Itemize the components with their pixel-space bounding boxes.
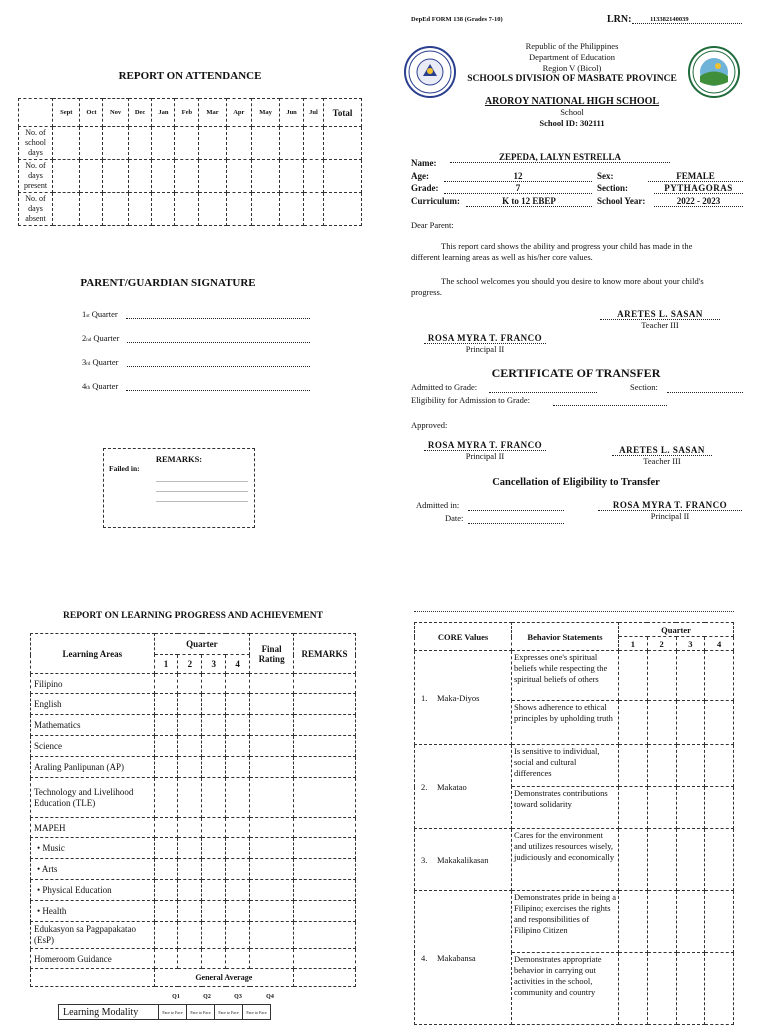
- eligibility-field[interactable]: [553, 397, 667, 406]
- approved-label: Approved:: [411, 420, 448, 430]
- curriculum-value: K to 12 EBEP: [466, 196, 592, 207]
- school-year-label: School Year:: [597, 196, 646, 206]
- quarter-num: 3: [82, 357, 87, 367]
- quarter-signature-4[interactable]: [82, 381, 310, 391]
- letter-greeting: Dear Parent:: [411, 220, 454, 230]
- modality-value: Face to Face: [159, 1005, 187, 1020]
- letter-teacher-signature: [600, 309, 720, 330]
- subject-name: Technology and Livelihood Education (TLE): [31, 778, 155, 818]
- modality-quarter: Q2: [203, 994, 211, 1000]
- principal-name: ROSA MYRA T. FRANCO: [424, 333, 546, 344]
- quarter-num-header: 2: [178, 655, 202, 674]
- school-block: [456, 96, 688, 129]
- behavior-statement: Demonstrates appropriate behavior in carrying out activities in the school, community and country: [512, 953, 619, 1025]
- section-label: Section:: [597, 183, 628, 193]
- quarter-sup: rd: [86, 362, 91, 367]
- quarter-signature-1[interactable]: [82, 309, 310, 319]
- modality-quarter-labels: [160, 994, 290, 1000]
- department-text: Department of Education: [529, 52, 615, 62]
- core-value-name: Makakalikasan: [437, 854, 489, 865]
- modality-quarter: Q1: [172, 994, 180, 1000]
- month-header: Sept: [53, 99, 80, 127]
- section-value: PYTHAGORAS: [654, 183, 743, 194]
- behavior-statement: Shows adherence to ethical principles by upholding truth: [512, 701, 619, 745]
- header-block: [456, 41, 688, 85]
- month-header: Jan: [152, 99, 175, 127]
- transfer-principal-role: Principal II: [465, 451, 505, 461]
- teacher-name: ARETES L. SASAN: [600, 309, 720, 320]
- principal-role: Principal II: [465, 344, 505, 354]
- subject-name: • Music: [31, 838, 155, 859]
- modality-quarter: Q3: [234, 994, 242, 1000]
- transfer-section-label: Section:: [630, 382, 658, 392]
- subject-name: • Arts: [31, 859, 155, 880]
- cancellation-principal-role: Principal II: [650, 511, 690, 521]
- modality-label: Learning Modality: [59, 1005, 159, 1020]
- transfer-teacher-name: ARETES L. SASAN: [612, 445, 712, 456]
- modality-quarter: Q4: [266, 994, 274, 1000]
- general-average-cell: [294, 969, 356, 987]
- transfer-principal-name: ROSA MYRA T. FRANCO: [424, 440, 546, 451]
- quarter-sup: th: [86, 386, 91, 391]
- month-header: Jun: [280, 99, 304, 127]
- behavior-statement: Demonstrates contributions toward solidarity: [512, 787, 619, 829]
- student-name: ZEPEDA, LALYN ESTRELLA: [450, 152, 670, 163]
- month-header: Apr: [226, 99, 251, 127]
- general-average-spacer: [31, 969, 155, 987]
- admitted-in-label: Admitted in:: [416, 500, 460, 510]
- month-header: Dec: [128, 99, 152, 127]
- core-top-line: [414, 611, 734, 612]
- quarter-signature-lines: [82, 309, 310, 405]
- failed-in-line[interactable]: [156, 491, 248, 492]
- curriculum-label: Curriculum:: [411, 196, 460, 206]
- letter-paragraph-1: This report card shows the ability and progress your child has made in the different learning areas as well as his/her core values.: [411, 241, 693, 262]
- general-average-label: General Average: [154, 969, 293, 987]
- date-field[interactable]: [468, 515, 564, 524]
- quarter-header: Quarter: [154, 634, 250, 655]
- core-value: [415, 745, 512, 829]
- core-value-name: Makatao: [437, 781, 467, 792]
- core-values-table: [414, 622, 734, 1025]
- final-rating-header: Final Rating: [250, 634, 294, 674]
- quarter-label: Quarter: [92, 357, 119, 367]
- behavior-statement: Cares for the environment and utilizes resources wisely, judiciously and economically: [512, 829, 619, 891]
- core-value-num: 1.: [421, 692, 428, 703]
- core-quarter-num: 2: [647, 637, 676, 651]
- teacher-role: Teacher III: [641, 320, 679, 330]
- grade-label: Grade:: [411, 183, 439, 193]
- subject-name: Science: [31, 736, 155, 757]
- letter-principal-signature: [424, 333, 546, 354]
- school-name: AROROY NATIONAL HIGH SCHOOL: [484, 96, 660, 107]
- core-value: [415, 829, 512, 891]
- modality-value: Face to Face: [187, 1005, 215, 1020]
- remarks-box: [103, 448, 255, 528]
- sex-label: Sex:: [597, 171, 614, 181]
- learning-title: REPORT ON LEARNING PROGRESS AND ACHIEVEMENT: [63, 611, 323, 621]
- quarter-sup: st: [86, 314, 90, 319]
- modality-value: Face to Face: [215, 1005, 243, 1020]
- core-quarter-num: 4: [705, 637, 734, 651]
- age-label: Age:: [411, 171, 429, 181]
- sex-value: FEMALE: [648, 171, 743, 182]
- quarter-label: Quarter: [93, 333, 120, 343]
- deped-seal-right: [688, 46, 740, 98]
- parent-signature-title: PARENT/GUARDIAN SIGNATURE: [80, 277, 256, 289]
- learning-table: [30, 633, 356, 987]
- core-quarter-header: Quarter: [619, 623, 734, 637]
- attendance-row-label: No. of days absent: [19, 193, 53, 226]
- modality-value: Face to Face: [243, 1005, 271, 1020]
- core-value-num: 4.: [421, 952, 428, 963]
- failed-in-line[interactable]: [156, 501, 248, 502]
- student-name-label: Name:: [411, 158, 437, 168]
- subject-name: English: [31, 694, 155, 715]
- subject-name: Edukasyon sa Pagpapakatao (EsP): [31, 922, 155, 949]
- form-code: DepEd FORM 138 (Grades 7-10): [411, 16, 503, 23]
- core-values-header: CORE Values: [415, 623, 512, 651]
- core-value: [415, 651, 512, 745]
- lrn-value: 113382140039: [632, 16, 742, 24]
- transfer-teacher-role: Teacher III: [643, 456, 681, 466]
- region-text: Region V (Bicol): [542, 63, 602, 73]
- subject-name: • Health: [31, 901, 155, 922]
- school-label: School: [560, 107, 584, 117]
- admitted-grade-label: Admitted to Grade:: [411, 382, 478, 392]
- failed-in-line[interactable]: [156, 481, 248, 482]
- eligibility-label: Eligibility for Admission to Grade:: [411, 395, 530, 405]
- cancellation-title: Cancellation of Eligibility to Transfer: [492, 477, 660, 488]
- month-header: Nov: [103, 99, 128, 127]
- quarter-label: Quarter: [92, 381, 119, 391]
- age-value: 12: [444, 171, 592, 182]
- total-header: Total: [324, 99, 362, 127]
- quarter-num: 2: [82, 333, 87, 343]
- school-id: School ID: 302111: [539, 118, 605, 128]
- transfer-principal-signature: [424, 440, 546, 461]
- remarks-title: REMARKS:: [155, 454, 203, 464]
- behavior-statement: Demonstrates pride in being a Filipino; exercises the rights and responsibilities of Filipino Citizen: [512, 891, 619, 953]
- month-header: Feb: [175, 99, 199, 127]
- quarter-num-header: 3: [202, 655, 226, 674]
- attendance-corner: [19, 99, 53, 127]
- quarter-num: 4: [82, 381, 87, 391]
- core-value-name: Makabansa: [437, 952, 476, 963]
- core-value-num: 2.: [421, 781, 428, 792]
- core-value: [415, 891, 512, 1025]
- quarter-signature-3[interactable]: [82, 357, 310, 367]
- subject-name: • Physical Education: [31, 880, 155, 901]
- transfer-section-field[interactable]: [667, 384, 743, 393]
- letter-paragraph-2: The school welcomes you should you desire to know more about your child's progress.: [411, 276, 704, 297]
- month-header: May: [251, 99, 279, 127]
- quarter-sup: nd: [86, 338, 92, 343]
- quarter-num-header: 4: [226, 655, 250, 674]
- attendance-row-label: No. of school days: [19, 127, 53, 160]
- quarter-num: 1: [82, 309, 87, 319]
- quarter-num-header: 1: [154, 655, 178, 674]
- behavior-statement: Expresses one's spiritual beliefs while respecting the spiritual beliefs of others: [512, 651, 619, 701]
- subject-name: MAPEH: [31, 818, 155, 838]
- month-header: Mar: [199, 99, 226, 127]
- admitted-grade-field[interactable]: [489, 384, 597, 393]
- quarter-signature-2[interactable]: [82, 333, 310, 343]
- transfer-teacher-signature: [612, 445, 712, 466]
- core-quarter-num: 3: [676, 637, 705, 651]
- remarks-header: REMARKS: [294, 634, 356, 674]
- subject-name: Mathematics: [31, 715, 155, 736]
- subject-name: Homeroom Guidance: [31, 949, 155, 969]
- quarter-label: Quarter: [91, 309, 118, 319]
- modality-table: [58, 1004, 271, 1020]
- month-header: Jul: [303, 99, 323, 127]
- subject-name: Filipino: [31, 674, 155, 694]
- behavior-statements-header: Behavior Statements: [512, 623, 619, 651]
- core-value-num: 3.: [421, 854, 428, 865]
- subject-name: Araling Panlipunan (AP): [31, 757, 155, 778]
- republic-text: Republic of the Philippines: [525, 41, 619, 51]
- cancellation-principal-name: ROSA MYRA T. FRANCO: [598, 500, 742, 511]
- learning-areas-header: Learning Areas: [31, 634, 155, 674]
- core-value-name: Maka-Diyos: [437, 692, 480, 703]
- division-text: SCHOOLS DIVISION OF MASBATE PROVINCE: [467, 74, 677, 84]
- lrn-label: LRN:: [607, 14, 632, 25]
- deped-seal-left: [404, 46, 456, 98]
- attendance-row-label: No. of days present: [19, 160, 53, 193]
- failed-in-label: Failed in:: [109, 464, 140, 473]
- cancellation-principal-signature: [598, 500, 742, 521]
- behavior-statement: Is sensitive to individual, social and cultural differences: [512, 745, 619, 787]
- grade-value: 7: [444, 183, 592, 194]
- month-header: Oct: [80, 99, 103, 127]
- attendance-title: REPORT ON ATTENDANCE: [118, 70, 262, 82]
- attendance-table: [18, 98, 362, 226]
- date-label: Date:: [445, 513, 464, 523]
- core-quarter-num: 1: [619, 637, 648, 651]
- school-year-value: 2022 - 2023: [654, 196, 743, 207]
- transfer-title: CERTIFICATE OF TRANSFER: [491, 366, 661, 380]
- admitted-in-field[interactable]: [468, 502, 564, 511]
